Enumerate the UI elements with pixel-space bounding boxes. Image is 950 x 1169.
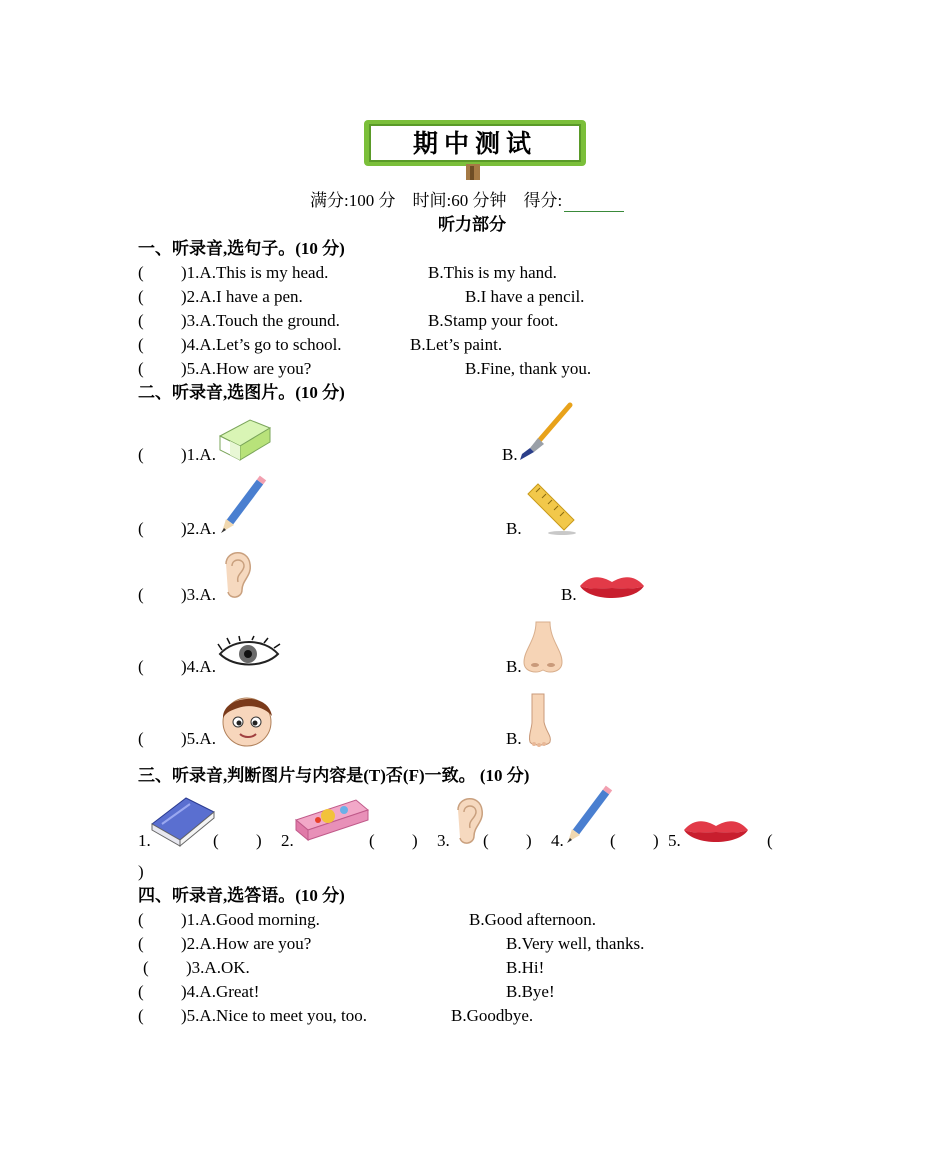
- s1-q5-b: B.Fine, thank you.: [465, 359, 592, 378]
- paren-open: (: [138, 335, 144, 354]
- nose-icon: [520, 620, 566, 676]
- paren-open: (: [138, 445, 144, 464]
- s4-q5-b: B.Goodbye.: [451, 1006, 534, 1025]
- s1-q1-b: B.This is my hand.: [428, 263, 557, 282]
- s3-open-2: (: [369, 831, 375, 850]
- pencil-icon: [218, 476, 266, 534]
- s3-num-4: 4.: [551, 831, 564, 850]
- full-score: 满分:100 分: [310, 191, 396, 210]
- s2-q2-a: )2.A.: [181, 519, 216, 538]
- s3-close-3: ): [526, 831, 532, 850]
- paren-open: (: [138, 311, 144, 330]
- section-1-heading: 一、听录音,选句子。(10 分): [138, 239, 345, 258]
- s1-q1-a: )1.A.This is my head.: [181, 263, 329, 282]
- s3-close-1: ): [256, 831, 262, 850]
- paren-open: (: [138, 657, 144, 676]
- score-field[interactable]: [564, 193, 624, 212]
- s1-q3-a: )3.A.Touch the ground.: [181, 311, 340, 330]
- s3-close-4: ): [653, 831, 659, 850]
- ear-icon: [450, 792, 486, 848]
- s2-q3-b: B.: [561, 585, 577, 604]
- page-title: 期中测试: [412, 129, 537, 158]
- s3-open-5: (: [767, 831, 773, 850]
- face-icon: [218, 690, 276, 748]
- s3-open-4: (: [610, 831, 616, 850]
- s1-q4-b: B.Let’s paint.: [410, 335, 503, 354]
- paren-open: (: [143, 958, 149, 977]
- s1-q4-a: )4.A.Let’s go to school.: [181, 335, 342, 354]
- s2-q1-b: B.: [502, 445, 518, 464]
- s4-q1-a: )1.A.Good morning.: [181, 910, 320, 929]
- s2-q2-b: B.: [506, 519, 522, 538]
- time-limit: 时间:60 分钟: [412, 191, 507, 210]
- section-4-heading: 四、听录音,选答语。(10 分): [138, 886, 345, 905]
- s4-q1-b: B.Good afternoon.: [469, 910, 597, 929]
- lips-icon: [682, 816, 750, 848]
- ear-icon: [218, 546, 254, 602]
- s4-q2-b: B.Very well, thanks.: [506, 934, 645, 953]
- s3-close-5: ): [138, 862, 144, 881]
- s3-num-1: 1.: [138, 831, 151, 850]
- paren-open: (: [138, 359, 144, 378]
- s4-q2-a: )2.A.How are you?: [181, 934, 312, 953]
- paren-open: (: [138, 910, 144, 929]
- s3-close-2: ): [412, 831, 418, 850]
- s4-q3-a: )3.A.OK.: [186, 958, 250, 977]
- s2-q4-b: B.: [506, 657, 522, 676]
- s4-q4-b: B.Bye!: [506, 982, 555, 1001]
- s2-q4-a: )4.A.: [181, 657, 216, 676]
- eye-icon: [218, 636, 280, 672]
- s3-open-1: (: [213, 831, 219, 850]
- s1-q2-a: )2.A.I have a pen.: [181, 287, 303, 306]
- pencil-case-icon: [294, 796, 370, 846]
- s3-open-3: (: [483, 831, 489, 850]
- paren-open: (: [138, 934, 144, 953]
- pencil-icon: [564, 786, 612, 844]
- ruler-icon: [522, 480, 578, 536]
- paren-open: (: [138, 287, 144, 306]
- s1-q5-a: )5.A.How are you?: [181, 359, 312, 378]
- part-title: 听力部分: [438, 215, 506, 234]
- paren-open: (: [138, 729, 144, 748]
- section-2-heading: 二、听录音,选图片。(10 分): [138, 383, 345, 402]
- s4-q3-b: B.Hi!: [506, 958, 545, 977]
- section-3-heading: 三、听录音,判断图片与内容是(T)否(F)一致。 (10 分): [138, 766, 530, 785]
- paren-open: (: [138, 1006, 144, 1025]
- s2-q5-a: )5.A.: [181, 729, 216, 748]
- s2-q3-a: )3.A.: [181, 585, 216, 604]
- eraser-icon: [216, 414, 274, 462]
- lips-icon: [578, 572, 646, 604]
- s4-q4-a: )4.A.Great!: [181, 982, 260, 1001]
- s3-num-3: 3.: [437, 831, 450, 850]
- title-banner: [362, 118, 588, 170]
- meta-line: [310, 190, 624, 212]
- s2-q1-a: )1.A.: [181, 445, 216, 464]
- book-icon: [150, 794, 216, 846]
- paintbrush-icon: [516, 402, 574, 462]
- s1-q3-b: B.Stamp your foot.: [428, 311, 559, 330]
- s1-q2-b: B.I have a pencil.: [465, 287, 585, 306]
- paren-open: (: [138, 982, 144, 1001]
- s3-num-5: 5.: [668, 831, 681, 850]
- foot-icon: [522, 692, 556, 748]
- paren-open: (: [138, 519, 144, 538]
- s2-q5-b: B.: [506, 729, 522, 748]
- score-label: 得分:: [523, 191, 563, 210]
- paren-open: (: [138, 263, 144, 282]
- paren-open: (: [138, 585, 144, 604]
- s3-num-2: 2.: [281, 831, 294, 850]
- s4-q5-a: )5.A.Nice to meet you, too.: [181, 1006, 368, 1025]
